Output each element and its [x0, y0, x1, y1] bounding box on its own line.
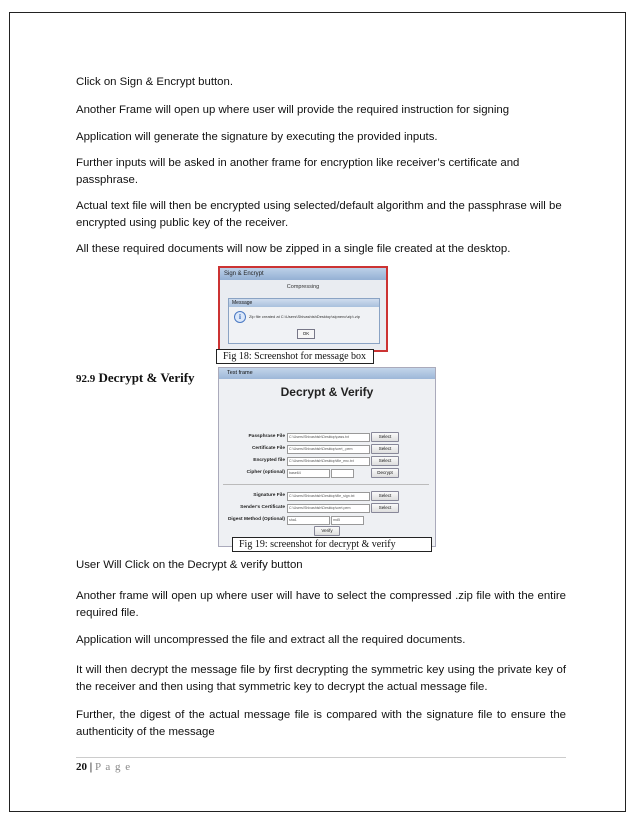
section-heading [76, 370, 195, 386]
sender-certificate-field[interactable]: C:\Users\Shivashish\Desktop\cert.pem [287, 504, 370, 513]
paragraph: Application will uncompressed the file and extract all the required documents. [76, 634, 466, 646]
encrypted-select-button[interactable]: Select [371, 456, 399, 466]
verify-button[interactable]: Verify [314, 526, 340, 536]
fig19-encrypted-row [219, 456, 435, 465]
sender-cert-select-button[interactable]: Select [371, 503, 399, 513]
fig18-message-dialog [228, 298, 380, 344]
encrypted-file-field[interactable]: C:\Users\Shivashish\Desktop\file_enc.txt [287, 457, 370, 466]
paragraph: All these required documents will now be zipped in a single file created at the desktop. [76, 243, 511, 255]
signature-label: Signature File [253, 493, 285, 498]
fig18-status-label: Compressing [286, 284, 320, 290]
paragraph: Another frame will open up where user will have to select the compressed .zip file with the entire required file. [76, 590, 566, 619]
digest-label: Digest Method (Optional) [227, 517, 285, 522]
section-number: 92.9 [76, 373, 96, 385]
cipher-label: Cipher (optional) [246, 470, 285, 475]
certificate-select-button[interactable]: Select [371, 444, 399, 454]
fig18-message-text: Zip file created at C:\Users\ShivashishDesktop\sipnenc\zip\.zip [249, 314, 360, 319]
fig19-digest-row [219, 515, 435, 524]
section-title: Decrypt & Verify [98, 370, 195, 385]
digest-field[interactable]: sha1 [287, 516, 330, 525]
fig19-window-title: Test frame [219, 368, 435, 379]
passphrase-label: Passphrase File [248, 434, 285, 439]
page-footer [76, 761, 131, 773]
paragraph: Application will generate the signature by executing the provided inputs. [76, 131, 438, 143]
fig19-sender-cert-row [219, 503, 435, 512]
cipher-extra-field[interactable] [331, 469, 354, 478]
paragraph: Click on Sign & Encrypt button. [76, 76, 234, 88]
fig19-certificate-row [219, 444, 435, 453]
fig19-signature-row [219, 491, 435, 500]
encrypted-file-label: Encrypted file [253, 458, 285, 463]
passphrase-field[interactable]: C:\Users\Shivashish\Desktop\pass.txt [287, 433, 370, 442]
footer-separator: | [89, 761, 93, 773]
fig19-screenshot [218, 367, 436, 547]
paragraph: User Will Click on the Decrypt & verify button [76, 559, 303, 571]
paragraph: Another Frame will open up where user will provide the required instruction for signing [76, 104, 510, 116]
info-icon: i [234, 311, 246, 323]
signature-field[interactable]: C:\Users\Shivashish\Desktop\file_sign.txt [287, 492, 370, 501]
paragraph: Further, the digest of the actual message file is compared with the signature file to ensure the authenticity of the message [76, 709, 566, 738]
fig19-heading: Decrypt & Verify [280, 385, 374, 399]
fig18-screenshot [218, 266, 388, 352]
fig19-divider [223, 484, 429, 485]
page-label: P a g e [94, 761, 132, 773]
fig18-window-title: Sign & Encrypt [220, 268, 386, 280]
fig18-message-title: Message [229, 299, 379, 307]
paragraph: Actual text file will then be encrypted using selected/default algorithm and the passphrase will be encrypted using public key of the receiver. [76, 200, 562, 229]
sender-certificate-label: Sender's Certificate [240, 505, 285, 510]
page-number: 20 [76, 761, 87, 773]
decrypt-button[interactable]: Decrypt [371, 468, 399, 478]
footer-rule [76, 757, 566, 758]
paragraph: It will then decrypt the message file by first decrypting the symmetric key using the private key of the receiver and then using that symmetric key to decrypt the actual message file. [76, 664, 566, 693]
fig19-passphrase-row [219, 432, 435, 441]
passphrase-select-button[interactable]: Select [371, 432, 399, 442]
fig18-caption: Fig 18: Screenshot for message box [216, 349, 374, 364]
certificate-label: Certificate File [251, 446, 285, 451]
fig19-caption: Fig 19: screenshot for decrypt & verify [232, 537, 432, 552]
fig18-ok-button[interactable]: OK [297, 329, 315, 339]
digest-select[interactable]: md5 [331, 516, 364, 525]
cipher-field[interactable]: base64 [287, 469, 330, 478]
fig19-cipher-row [219, 468, 435, 477]
paragraph: Further inputs will be asked in another frame for encryption like receiver’s certificate and passphrase. [76, 157, 520, 186]
signature-select-button[interactable]: Select [371, 491, 399, 501]
certificate-field[interactable]: C:\Users\Shivashish\Desktop\cert_.pem [287, 445, 370, 454]
